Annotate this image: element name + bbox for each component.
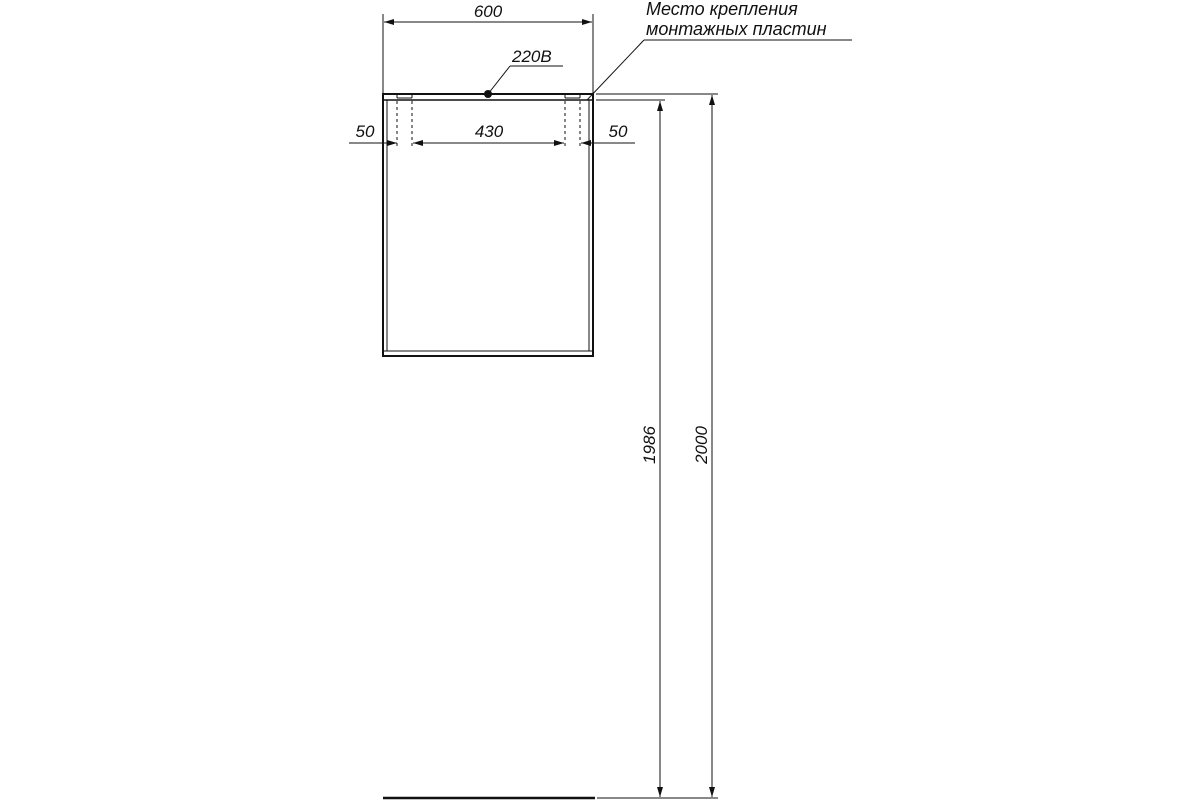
height-1986-value: 1986 — [640, 426, 659, 464]
left-offset-value: 50 — [355, 122, 375, 141]
power-outlet — [484, 47, 563, 98]
mount-note-leader — [587, 40, 644, 100]
mounting-note — [587, 0, 852, 100]
dimension-width — [383, 2, 593, 93]
dimension-heights — [596, 94, 718, 798]
cabinet — [383, 94, 595, 798]
mount-note-line-1: Место крепления — [646, 0, 798, 19]
right-offset-value: 50 — [608, 122, 628, 141]
power-leader — [488, 66, 510, 94]
mount-note-line-2: монтажных пластин — [646, 19, 827, 39]
power-label: 220В — [512, 47, 552, 66]
inner-span-value: 430 — [474, 122, 504, 141]
height-2000-value: 2000 — [692, 426, 711, 464]
width-value: 600 — [473, 2, 503, 21]
